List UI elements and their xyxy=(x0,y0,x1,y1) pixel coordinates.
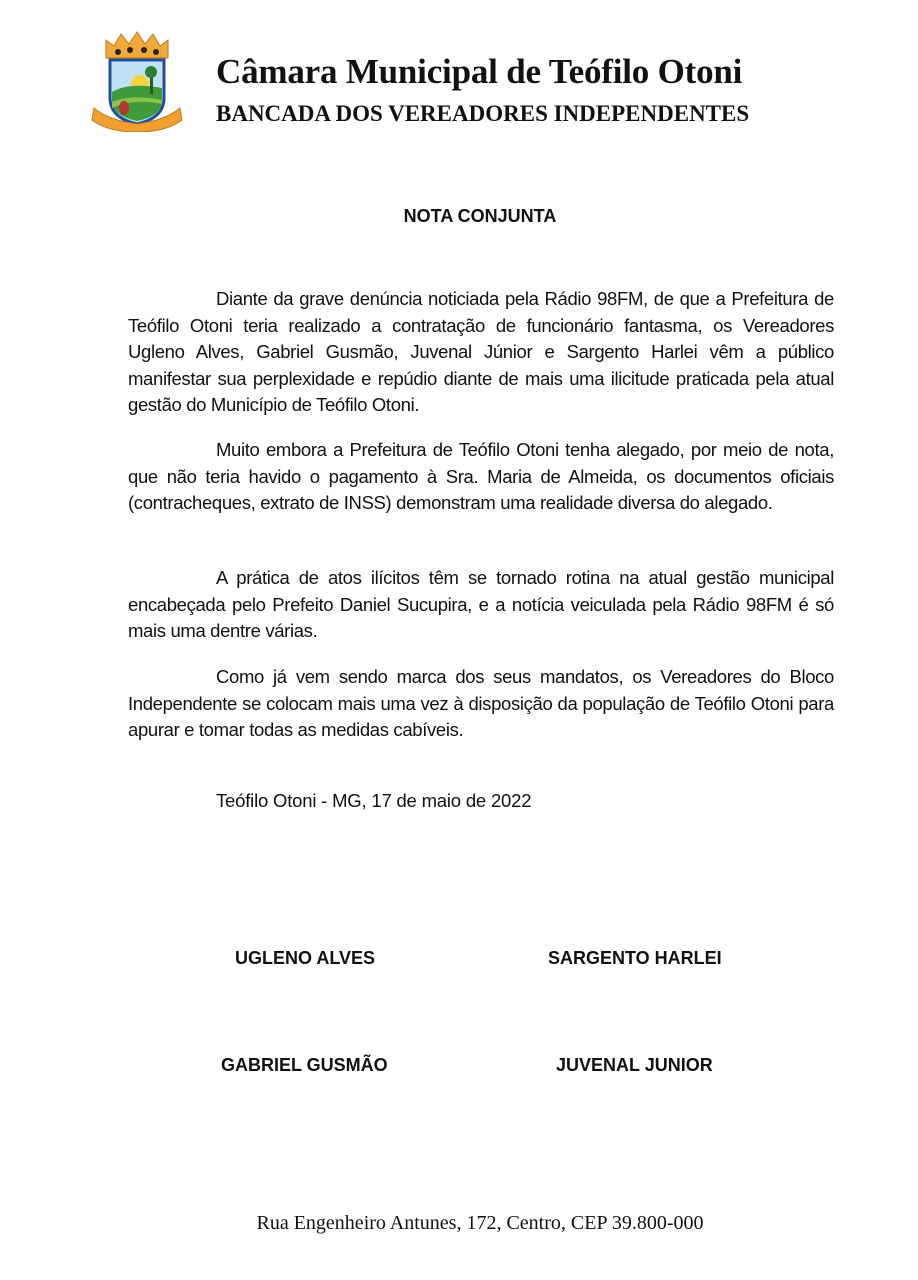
paragraph-3 xyxy=(128,565,834,645)
paragraph-text: Muito embora a Prefeitura de Teófilo Otoni tenha alegado, por meio de nota, que não teria havido o pagamento à Sra. Maria de Almeida, os documentos oficiais (contracheques, extrato de INSS) demonstram uma realidade diversa do alegado. xyxy=(128,439,834,514)
signature-gabriel-gusmao: GABRIEL GUSMÃO xyxy=(221,1055,388,1075)
paragraph-text: Diante da grave denúncia noticiada pela Rádio 98FM, de que a Prefeitura de Teófilo Otoni teria realizado a contratação de funcionário fantasma, os Vereadores Ugleno Alves, Gabriel Gusmão, Juvenal Júnior e Sargento Harlei vêm a público manifestar sua perplexidade e repúdio diante de mais uma ilicitude praticada pela atual gestão do Município de Teófilo Otoni. xyxy=(128,288,834,416)
header-subtitle: BANCADA DOS VEREADORES INDEPENDENTES xyxy=(216,101,750,126)
municipal-coat-of-arms-icon xyxy=(88,28,186,132)
signature-ugleno-alves: UGLENO ALVES xyxy=(235,948,376,968)
paragraph-4 xyxy=(128,664,834,744)
document-title: NOTA CONJUNTA xyxy=(403,206,557,226)
date-line: Teófilo Otoni - MG, 17 de maio de 2022 xyxy=(216,790,532,811)
paragraph-text: Como já vem sendo marca dos seus mandatos, os Vereadores do Bloco Independente se colocam mais uma vez à disposição da população de Teófilo Otoni para apurar e tomar todas as medidas cabíveis. xyxy=(128,666,834,741)
signature-juvenal-junior: JUVENAL JUNIOR xyxy=(556,1055,713,1075)
signature-sargento-harlei: SARGENTO HARLEI xyxy=(548,948,722,968)
paragraph-text: A prática de atos ilícitos têm se tornado rotina na atual gestão municipal encabeçada pelo Prefeito Daniel Sucupira, e a notícia veiculada pela Rádio 98FM é só mais uma dentre várias. xyxy=(128,567,834,642)
paragraph-2 xyxy=(128,437,834,517)
header-title: Câmara Municipal de Teófilo Otoni xyxy=(216,52,743,91)
paragraph-1 xyxy=(128,286,834,419)
footer-address: Rua Engenheiro Antunes, 172, Centro, CEP 39.800-000 xyxy=(256,1212,704,1234)
